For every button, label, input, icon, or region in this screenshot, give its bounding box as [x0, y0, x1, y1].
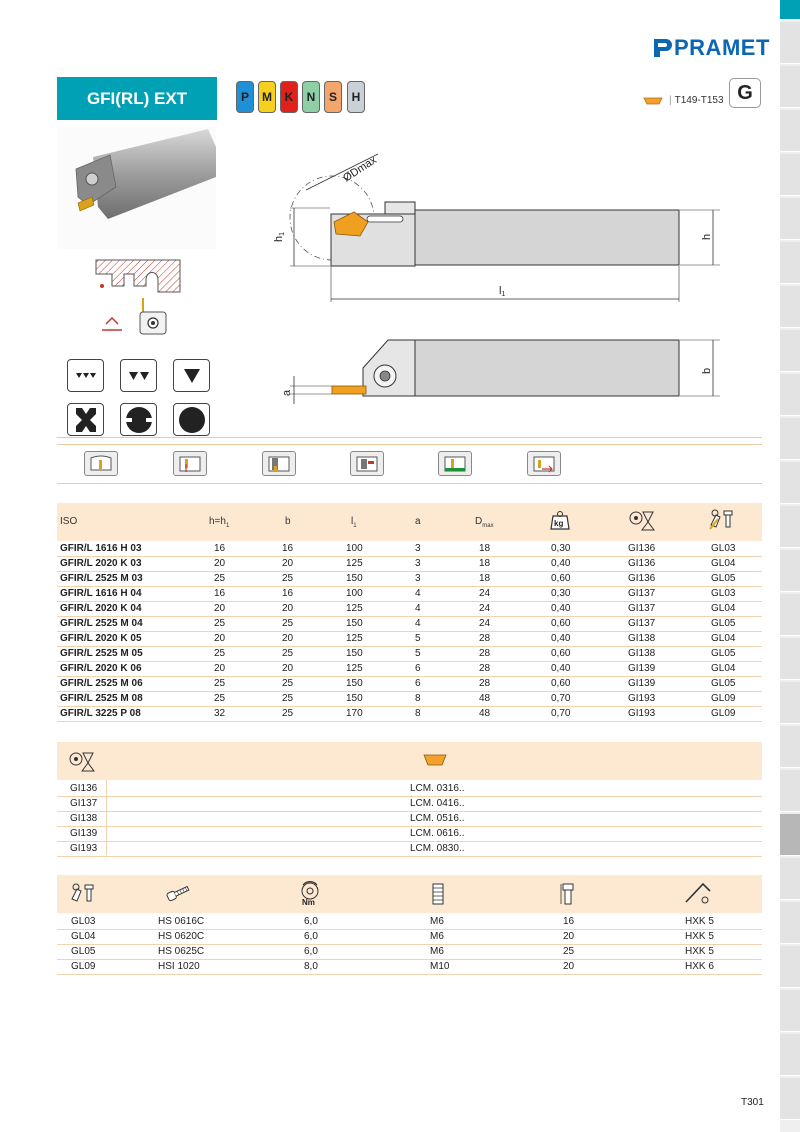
table-cell: GL09 — [711, 693, 736, 704]
divider-line — [57, 437, 762, 438]
table-cell: 0,40 — [551, 603, 571, 614]
insert-designation: LCM. 0830.. — [410, 843, 465, 854]
l1-label: l1 — [499, 285, 506, 298]
table-cell: 20 — [282, 633, 294, 644]
table-cell: 125 — [346, 633, 363, 644]
table-cell: 24 — [479, 588, 491, 599]
table-cell: 170 — [346, 708, 363, 719]
main-table-header — [57, 503, 762, 541]
side-tab[interactable] — [780, 682, 800, 724]
table-cell: GI137 — [628, 588, 656, 599]
svg-text:Nm: Nm — [302, 898, 315, 906]
table-cell: 3 — [415, 573, 421, 584]
clamp-set-icon — [69, 881, 95, 910]
table-cell: 20 — [214, 633, 226, 644]
insert-table-header — [57, 742, 762, 780]
table-cell: GL03 — [711, 588, 736, 599]
insert-designation: LCM. 0416.. — [410, 798, 465, 809]
table-cell: HXK 5 — [685, 916, 714, 927]
weight-icon — [549, 509, 571, 536]
side-tab[interactable] — [780, 594, 800, 636]
table-row-divider — [57, 721, 762, 722]
material-badge-h: H — [347, 81, 365, 113]
application-symbol-4-icon — [350, 451, 384, 476]
table-row-divider — [57, 586, 762, 587]
insert-shape-icon — [423, 753, 447, 772]
table-cell: HS 0616C — [158, 916, 205, 927]
table-cell: 25 — [214, 573, 226, 584]
table-cell: M6 — [430, 931, 444, 942]
table-cell: 48 — [479, 693, 491, 704]
table-cell: GI139 — [628, 663, 656, 674]
iso-code: GFIR/L 2525 M 03 — [60, 573, 143, 584]
insert-code: GI137 — [70, 798, 98, 809]
side-tab[interactable] — [780, 198, 800, 240]
application-symbol-6-icon — [527, 451, 561, 476]
table-cell: 150 — [346, 678, 363, 689]
insert-code: GI139 — [70, 828, 98, 839]
chapter-tab-strip — [780, 0, 800, 1132]
table-cell: 28 — [479, 678, 491, 689]
material-badge-k: K — [280, 81, 298, 113]
side-tab[interactable] — [780, 286, 800, 328]
table-cell: 0,60 — [551, 618, 571, 629]
iso-code: GFIR/L 2020 K 04 — [60, 603, 142, 614]
side-tab[interactable] — [780, 462, 800, 504]
clamp-screw-icon — [165, 883, 191, 908]
table-cell: GI136 — [628, 573, 656, 584]
side-tab[interactable] — [780, 66, 800, 108]
table-cell: 4 — [415, 588, 421, 599]
grooving-insert-icon — [643, 96, 663, 106]
table-cell: 20 — [563, 961, 575, 972]
side-tab[interactable] — [780, 1078, 800, 1120]
table-row-divider — [57, 706, 762, 707]
iso-code: GFIR/L 2525 M 08 — [60, 693, 143, 704]
side-tab[interactable] — [780, 770, 800, 812]
table-cell: GL09 — [711, 708, 736, 719]
side-tab[interactable] — [780, 22, 800, 64]
table-cell: 24 — [479, 603, 491, 614]
iso-code: GFIR/L 2020 K 06 — [60, 663, 142, 674]
table-cell: M6 — [430, 916, 444, 927]
holder-top-view-drawing — [270, 330, 730, 410]
table-cell: 3 — [415, 558, 421, 569]
side-tab[interactable] — [780, 154, 800, 196]
iso-code: GFIR/L 2525 M 06 — [60, 678, 143, 689]
page-number: T301 — [741, 1097, 764, 1108]
table-cell: 4 — [415, 618, 421, 629]
header-h: $h=h_1$ — [209, 516, 230, 529]
table-cell: 20 — [214, 558, 226, 569]
side-tab[interactable] — [780, 418, 800, 460]
table-cell: M6 — [430, 946, 444, 957]
side-tab[interactable] — [780, 550, 800, 592]
table-row-divider — [57, 974, 762, 975]
table-cell: 0,60 — [551, 573, 571, 584]
side-tab[interactable] — [780, 0, 800, 20]
table-cell: 0,70 — [551, 708, 571, 719]
table-cell: 18 — [479, 558, 491, 569]
table-row-divider — [57, 601, 762, 602]
clamp-code: GL03 — [71, 916, 96, 927]
iso-code: GFIR/L 2525 M 04 — [60, 618, 143, 629]
insert-pages: T149-T153 — [674, 95, 724, 106]
insert-code: GI193 — [70, 843, 98, 854]
svg-text:kg: kg — [554, 519, 564, 528]
table-cell: 20 — [282, 558, 294, 569]
table-cell: 0,40 — [551, 633, 571, 644]
table-cell: GL04 — [711, 603, 736, 614]
table-cell: GL05 — [711, 648, 736, 659]
insert-table-insert-icon — [68, 749, 96, 778]
table-cell: 25 — [214, 693, 226, 704]
table-cell: 25 — [282, 678, 294, 689]
clamp-icon — [708, 507, 734, 536]
material-badge-n: N — [302, 81, 320, 113]
table-cell: 6,0 — [304, 946, 318, 957]
clamp-code: GL05 — [71, 946, 96, 957]
table-cell: 25 — [282, 693, 294, 704]
table-cell: GL04 — [711, 633, 736, 644]
table-cell: 28 — [479, 648, 491, 659]
table-cell: 18 — [479, 543, 491, 554]
application-symbol-1-icon — [84, 451, 118, 476]
table-row-divider — [57, 631, 762, 632]
table-row-divider — [57, 616, 762, 617]
clamp-code: GL09 — [71, 961, 96, 972]
table-cell: 125 — [346, 558, 363, 569]
side-tab[interactable] — [780, 902, 800, 944]
table-cell: GL04 — [711, 558, 736, 569]
table-cell: 25 — [214, 618, 226, 629]
external-grooving-operation-icon — [100, 296, 170, 336]
torque-icon — [297, 880, 323, 911]
table-cell: HXK 5 — [685, 931, 714, 942]
side-tab[interactable] — [780, 1034, 800, 1076]
insert-round-icon — [173, 403, 210, 436]
table-cell: GL04 — [711, 663, 736, 674]
table-cell: GI193 — [628, 708, 656, 719]
insert-code: GI136 — [70, 783, 98, 794]
table-cell: 125 — [346, 603, 363, 614]
header-a: a — [415, 516, 421, 527]
table-row-divider — [57, 856, 762, 857]
h-label: h — [701, 233, 713, 240]
iso-code: GFIR/L 2020 K 03 — [60, 558, 142, 569]
table-cell: 5 — [415, 633, 421, 644]
table-cell: 25 — [282, 708, 294, 719]
product-photo — [58, 127, 216, 249]
application-symbol-3-icon — [262, 451, 296, 476]
header-l1: $l_1$ — [351, 516, 357, 529]
chapter-letter: G — [729, 78, 761, 108]
table-cell: 20 — [282, 603, 294, 614]
table-cell: GI136 — [628, 558, 656, 569]
table-cell: GI139 — [628, 678, 656, 689]
table-cell: 6,0 — [304, 916, 318, 927]
material-badge-s: S — [324, 81, 342, 113]
iso-code: GFIR/L 1616 H 03 — [60, 543, 142, 554]
brand-logo — [652, 36, 770, 60]
side-tab[interactable] — [780, 638, 800, 680]
table-cell: 5 — [415, 648, 421, 659]
iso-code: GFIR/L 1616 H 04 — [60, 588, 142, 599]
product-title: GFI(RL) EXT — [57, 77, 217, 120]
screw-length-icon — [560, 882, 576, 911]
divider-line — [57, 483, 762, 484]
table-cell: 28 — [479, 663, 491, 674]
table-cell: GI137 — [628, 603, 656, 614]
table-cell: GL03 — [711, 543, 736, 554]
side-tab[interactable] — [780, 330, 800, 372]
table-row-divider — [57, 571, 762, 572]
table-cell: 100 — [346, 543, 363, 554]
iso-code: GFIR/L 2525 M 05 — [60, 648, 143, 659]
table-cell: 0,40 — [551, 558, 571, 569]
table-cell: 150 — [346, 618, 363, 629]
a-label: a — [281, 389, 293, 396]
table-cell: 16 — [214, 543, 226, 554]
material-badge-p: P — [236, 81, 254, 113]
header-b: b — [285, 516, 291, 527]
insert-triangle-small-icon — [67, 359, 104, 392]
application-symbol-5-icon — [438, 451, 472, 476]
table-cell: 16 — [282, 588, 294, 599]
divider-line — [57, 444, 762, 445]
side-tab[interactable] — [780, 858, 800, 900]
table-cell: HXK 5 — [685, 946, 714, 957]
table-cell: 24 — [479, 618, 491, 629]
side-tab[interactable] — [780, 374, 800, 416]
dmax-label: ØDmax — [341, 154, 379, 185]
table-cell: M10 — [430, 961, 450, 972]
table-cell: GI193 — [628, 693, 656, 704]
table-row-divider — [57, 556, 762, 557]
table-cell: GI136 — [628, 543, 656, 554]
table-cell: 16 — [214, 588, 226, 599]
table-cell: 6 — [415, 678, 421, 689]
table-cell: 6,0 — [304, 931, 318, 942]
table-row-divider — [57, 676, 762, 677]
table-cell: 25 — [282, 618, 294, 629]
table-cell: 25 — [563, 946, 575, 957]
side-tab[interactable] — [780, 506, 800, 548]
b-label: b — [701, 367, 713, 374]
table-cell: 16 — [563, 916, 575, 927]
h1-label: h1 — [273, 231, 286, 242]
table-cell: HS 0620C — [158, 931, 205, 942]
table-cell: 0,60 — [551, 648, 571, 659]
column-divider — [106, 780, 107, 855]
header-iso: ISO — [60, 516, 78, 527]
table-row-divider — [57, 691, 762, 692]
table-cell: 100 — [346, 588, 363, 599]
insert-code: GI138 — [70, 813, 98, 824]
thread-icon — [430, 882, 446, 911]
table-cell: GI138 — [628, 648, 656, 659]
iso-code: GFIR/L 3225 P 08 — [60, 708, 141, 719]
insert-designation: LCM. 0616.. — [410, 828, 465, 839]
side-tab[interactable] — [780, 242, 800, 284]
table-cell: 150 — [346, 573, 363, 584]
table-cell: 25 — [214, 648, 226, 659]
table-cell: 150 — [346, 648, 363, 659]
table-cell: HXK 6 — [685, 961, 714, 972]
table-cell: 20 — [563, 931, 575, 942]
side-tab[interactable] — [780, 110, 800, 152]
table-cell: GL05 — [711, 618, 736, 629]
table-cell: 0,60 — [551, 678, 571, 689]
table-cell: 16 — [282, 543, 294, 554]
table-cell: GL05 — [711, 678, 736, 689]
table-cell: 48 — [479, 708, 491, 719]
table-cell: HSI 1020 — [158, 961, 200, 972]
insert-designation: LCM. 0316.. — [410, 783, 465, 794]
insert-clover-icon — [67, 403, 104, 436]
table-cell: 25 — [282, 648, 294, 659]
table-cell: 25 — [214, 678, 226, 689]
table-cell: 4 — [415, 603, 421, 614]
holder-side-view-drawing — [270, 142, 730, 310]
clamp-table-header — [57, 875, 762, 913]
table-cell: 125 — [346, 663, 363, 674]
table-cell: 3 — [415, 543, 421, 554]
insert-page-reference: | T149-T153 — [643, 95, 724, 106]
table-cell: HS 0625C — [158, 946, 205, 957]
table-cell: 25 — [282, 573, 294, 584]
pramet-mark-icon — [652, 37, 672, 59]
insert-triangle-medium-icon — [120, 359, 157, 392]
grooving-profile-illustration — [88, 256, 184, 296]
application-symbol-2-icon — [173, 451, 207, 476]
table-cell: 6 — [415, 663, 421, 674]
table-cell: 0,40 — [551, 663, 571, 674]
iso-code: GFIR/L 2020 K 05 — [60, 633, 142, 644]
insert-icon — [628, 508, 656, 537]
material-badge-m: M — [258, 81, 276, 113]
table-cell: 32 — [214, 708, 226, 719]
insert-triangle-large-icon — [173, 359, 210, 392]
table-row-divider — [57, 661, 762, 662]
insert-round-notched-icon — [120, 403, 157, 436]
side-tab[interactable] — [780, 946, 800, 988]
side-tab[interactable] — [780, 814, 800, 856]
table-cell: 0,30 — [551, 588, 571, 599]
table-cell: GI137 — [628, 618, 656, 629]
table-cell: 20 — [282, 663, 294, 674]
table-cell: GL05 — [711, 573, 736, 584]
insert-designation: LCM. 0516.. — [410, 813, 465, 824]
table-cell: 20 — [214, 603, 226, 614]
table-cell: 8,0 — [304, 961, 318, 972]
side-tab[interactable] — [780, 726, 800, 768]
header-dmax: $D_{max}$ — [475, 516, 494, 529]
table-cell: 8 — [415, 693, 421, 704]
clamp-code: GL04 — [71, 931, 96, 942]
brand-name: PRAMET — [674, 35, 770, 60]
table-cell: 18 — [479, 573, 491, 584]
hex-key-icon — [683, 880, 713, 911]
table-cell: 8 — [415, 708, 421, 719]
table-cell: 0,70 — [551, 693, 571, 704]
table-cell: 28 — [479, 633, 491, 644]
table-cell: GI138 — [628, 633, 656, 644]
side-tab[interactable] — [780, 990, 800, 1032]
table-cell: 150 — [346, 693, 363, 704]
table-cell: 20 — [214, 663, 226, 674]
table-row-divider — [57, 646, 762, 647]
table-cell: 0,30 — [551, 543, 571, 554]
